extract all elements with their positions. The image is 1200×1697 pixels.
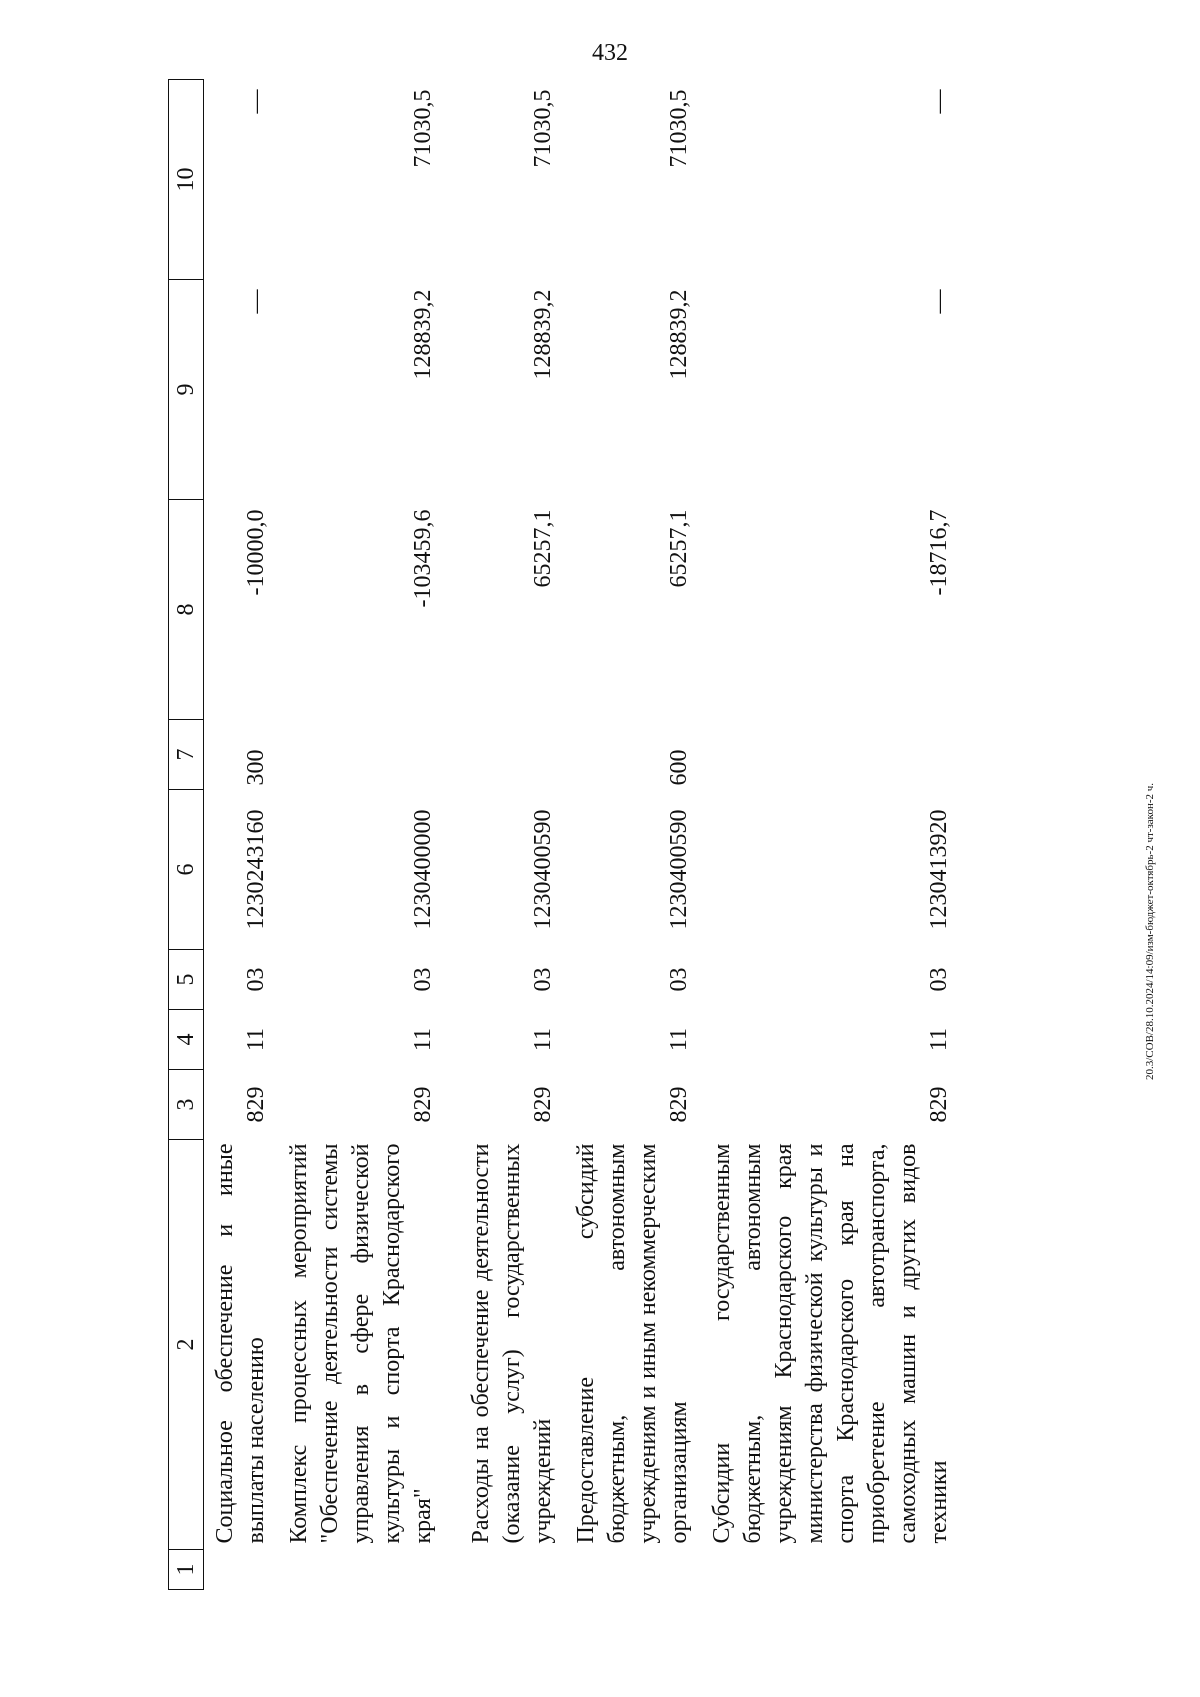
cell-target-article: 1230400590: [530, 809, 556, 930]
cell-amount-col9: 128839,2: [666, 289, 692, 380]
cell-amount-col8: -18716,7: [926, 509, 952, 596]
cell-ministry-code: 829: [243, 1086, 269, 1123]
cell-amount-col8: 65257,1: [666, 509, 692, 588]
cell-target-article: 1230243160: [243, 809, 269, 930]
cell-amount-col8: -10000,0: [243, 509, 269, 596]
cell-ministry-code: 829: [666, 1086, 692, 1123]
cell-amount-col9: 128839,2: [530, 289, 556, 380]
cell-section: 11: [666, 1027, 692, 1052]
cell-expense-type: 600: [666, 749, 692, 786]
cell-description: Предоставление субсидий бюджетным, автономным учреждениям и иным некоммерческим организациям: [573, 1143, 692, 1544]
budget-table: [168, 79, 961, 1590]
cell-amount-col10: 71030,5: [666, 89, 692, 168]
table-row: [445, 80, 565, 1590]
column-header: 4: [169, 1010, 204, 1070]
cell-expense-type: [445, 720, 565, 790]
cell-amount-col10: —: [243, 89, 269, 114]
column-header: 3: [169, 1070, 204, 1140]
column-header: 5: [169, 950, 204, 1010]
cell-section: 11: [410, 1027, 436, 1052]
table-row: [278, 80, 445, 1590]
column-header: 8: [169, 500, 204, 720]
cell-number: [701, 1550, 961, 1590]
cell-amount-col10: —: [926, 89, 952, 114]
cell-number: [445, 1550, 565, 1590]
cell-amount-col9: —: [926, 289, 952, 314]
cell-subsection: 03: [243, 967, 269, 992]
cell-target-article: 1230413920: [926, 809, 952, 930]
cell-number: [204, 1550, 279, 1590]
cell-subsection: 03: [666, 967, 692, 992]
header-row: [169, 80, 204, 1590]
cell-description: Комплекс процессных мероприятий "Обеспечение деятельности системы управления в сфере физической культуры и спорта Краснодарского края": [286, 1143, 436, 1544]
cell-amount-col10: 71030,5: [410, 89, 436, 168]
cell-amount-col10: 71030,5: [530, 89, 556, 168]
column-header: 9: [169, 280, 204, 500]
cell-number: [565, 1550, 701, 1590]
cell-ministry-code: 829: [530, 1086, 556, 1123]
column-header: 10: [169, 80, 204, 280]
cell-ministry-code: 829: [926, 1086, 952, 1123]
cell-expense-type: 300: [243, 749, 269, 786]
cell-description: Субсидии государственным бюджетным, автономным учреждениям Краснодарского края министерства физической культуры и спорта Краснодарского края на приобретение автотранспорта, самоходных машин и других видов техники: [709, 1143, 952, 1544]
cell-subsection: 03: [926, 967, 952, 992]
cell-section: 11: [530, 1027, 556, 1052]
cell-description: Социальное обеспечение и иные выплаты населению: [212, 1143, 269, 1544]
cell-number: [278, 1550, 445, 1590]
cell-amount-col9: —: [243, 289, 269, 314]
table-row: [565, 80, 701, 1590]
cell-subsection: 03: [410, 967, 436, 992]
cell-section: 11: [243, 1027, 269, 1052]
cell-amount-col8: 65257,1: [530, 509, 556, 588]
cell-target-article: 1230400000: [410, 809, 436, 930]
cell-description: Расходы на обеспечение деятельности (оказание услуг) государственных учреждений: [468, 1143, 556, 1544]
cell-amount-col8: -103459,6: [410, 509, 436, 608]
document-stamp: 20.3/СОВ/28.10.2024/14:09/изм-бюджет-октябрь-2 чт-закон-2 ч.: [1144, 782, 1156, 1080]
table-row: [204, 80, 279, 1590]
cell-section: 11: [926, 1027, 952, 1052]
cell-expense-type: [278, 720, 445, 790]
budget-table-rotated: [168, 80, 952, 1590]
cell-amount-col9: 128839,2: [410, 289, 436, 380]
cell-expense-type: [701, 720, 961, 790]
page-number: 432: [592, 40, 628, 66]
table-row: [701, 80, 961, 1590]
column-header: 1: [169, 1550, 204, 1590]
cell-target-article: 1230400590: [666, 809, 692, 930]
column-header: 7: [169, 720, 204, 790]
column-header: 6: [169, 790, 204, 950]
cell-subsection: 03: [530, 967, 556, 992]
cell-ministry-code: 829: [410, 1086, 436, 1123]
column-header: 2: [169, 1140, 204, 1550]
